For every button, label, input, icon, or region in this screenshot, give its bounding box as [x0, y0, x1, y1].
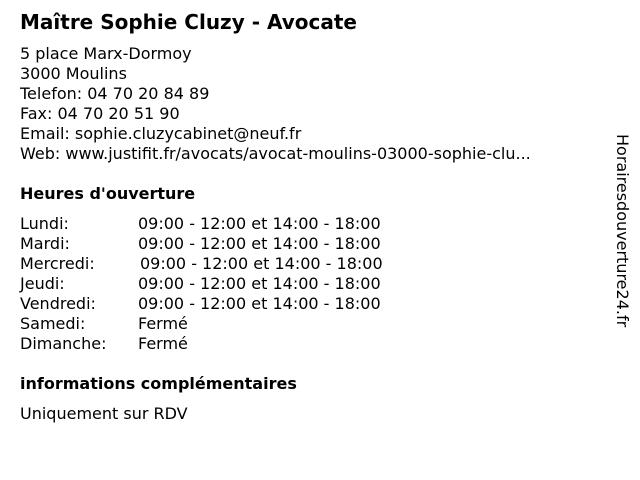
day-hours: 09:00 - 12:00 et 14:00 - 18:00	[138, 274, 381, 293]
day-label: Vendredi:	[20, 294, 96, 313]
phone-text: Telefon: 04 70 20 84 89	[20, 84, 210, 103]
day-hours: 09:00 - 12:00 et 14:00 - 18:00	[138, 214, 381, 233]
day-label: Mardi:	[20, 234, 70, 253]
brand-watermark: Horairesdouverture24.fr	[613, 134, 632, 328]
web-text: Web: www.justifit.fr/avocats/avocat-moulins-03000-sophie-clu...	[20, 144, 531, 163]
address-line-2: 3000 Moulins	[20, 64, 127, 83]
contact-block	[20, 44, 531, 164]
day-label: Samedi:	[20, 314, 86, 333]
day-label: Mercredi:	[20, 254, 95, 273]
day-hours: Fermé	[138, 334, 188, 353]
day-hours: 09:00 - 12:00 et 14:00 - 18:00	[138, 234, 381, 253]
day-label: Dimanche:	[20, 334, 107, 353]
day-hours: 09:00 - 12:00 et 14:00 - 18:00	[140, 254, 383, 273]
day-hours: 09:00 - 12:00 et 14:00 - 18:00	[138, 294, 381, 313]
email-text: Email: sophie.cluzycabinet@neuf.fr	[20, 124, 302, 143]
page-title: Maître Sophie Cluzy - Avocate	[20, 10, 357, 34]
address-line-1: 5 place Marx-Dormoy	[20, 44, 192, 63]
day-label: Jeudi:	[20, 274, 65, 293]
day-hours: Fermé	[138, 314, 188, 333]
additional-info-text: Uniquement sur RDV	[20, 404, 188, 423]
fax-text: Fax: 04 70 20 51 90	[20, 104, 180, 123]
opening-hours-heading: Heures d'ouverture	[20, 184, 196, 203]
day-label: Lundi:	[20, 214, 69, 233]
additional-info-heading: informations complémentaires	[20, 374, 297, 393]
